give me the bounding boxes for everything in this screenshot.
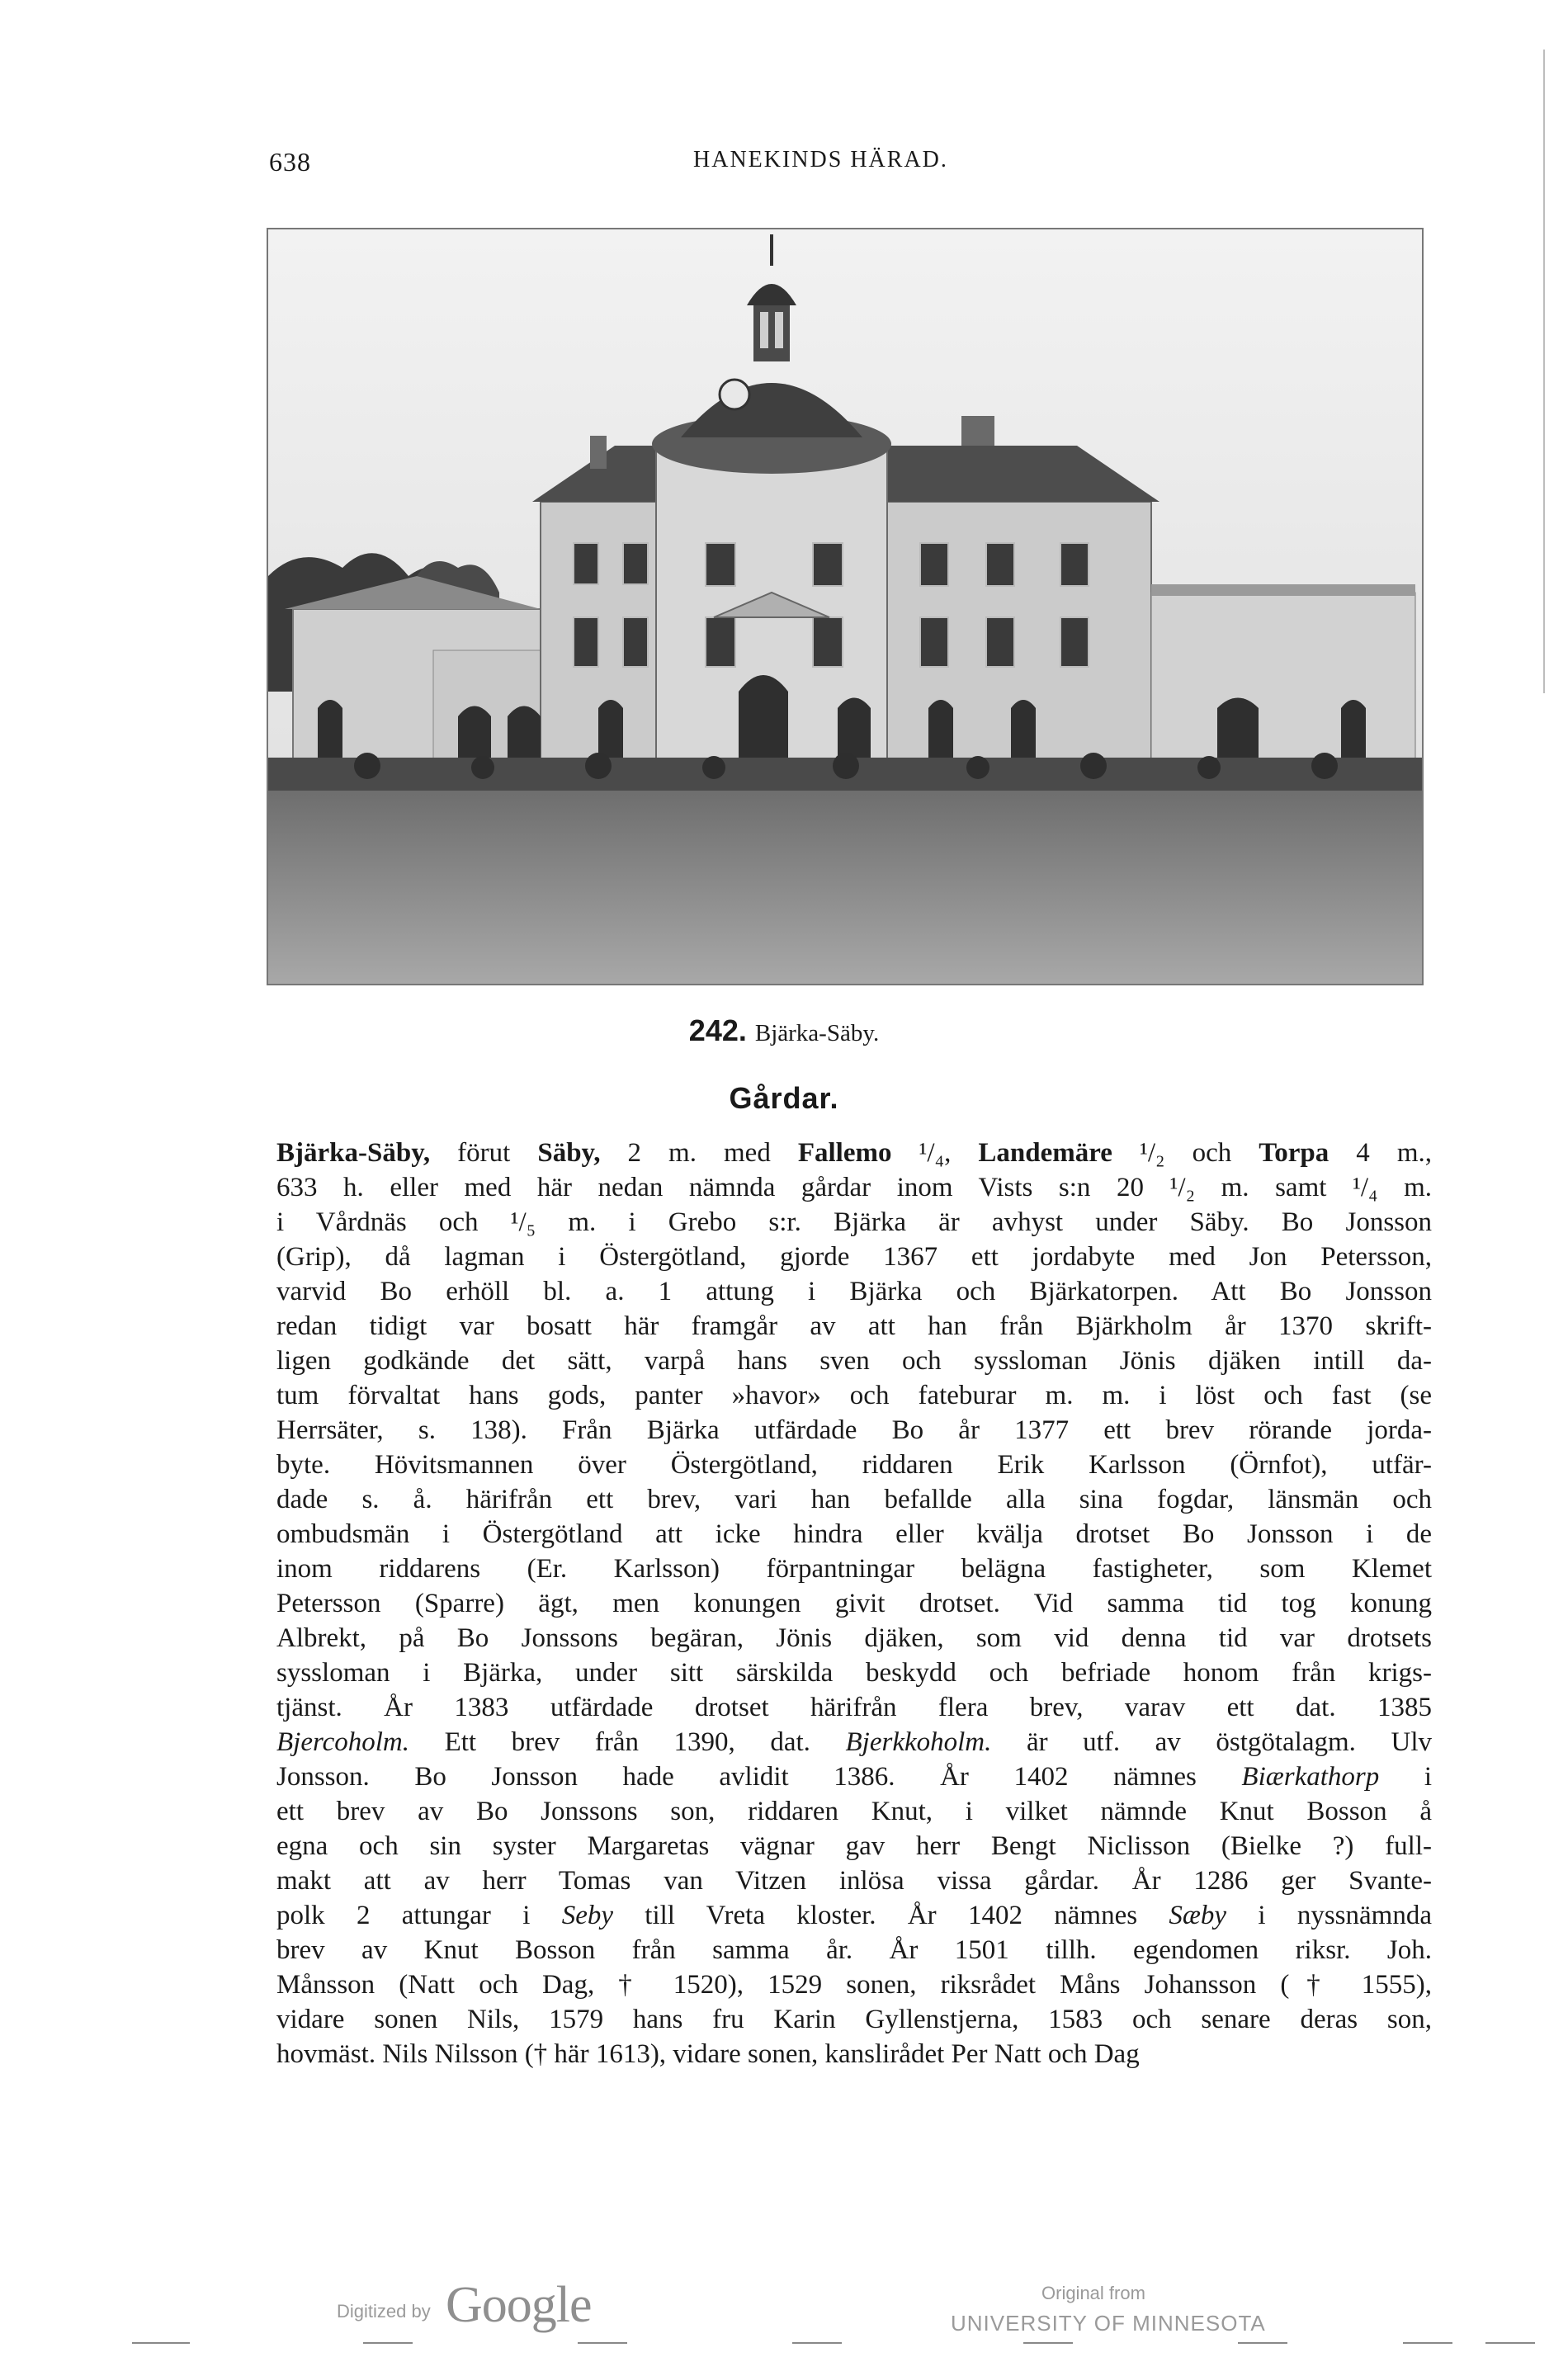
text-line: brev av Knut Bosson från samma år. År 1501 tillh. egendomen riksr. Joh. (276, 1935, 1432, 1965)
page-number: 638 (269, 147, 311, 177)
text-line: egna och sin syster Margaretas vägnar gav herr Bengt Niclisson (Bielke ?) full- (276, 1831, 1432, 1861)
text-line: ett brev av Bo Jonssons son, riddaren Knut, i vilket nämnde Knut Bosson å (276, 1797, 1432, 1826)
text-line: ombudsmän i Östergötland att icke hindra eller kvälja drotset Bo Jonsson i de (276, 1519, 1432, 1549)
text-line: tjänst. År 1383 utfärdade drotset härifrån flera brev, varav ett dat. 1385 (276, 1693, 1432, 1722)
text-line: Bjercoholm. Ett brev från 1390, dat. Bjerkkoholm. är utf. av östgötalagm. Ulv (276, 1727, 1432, 1757)
body-text (276, 1136, 1432, 2071)
university-label: UNIVERSITY OF MINNESOTA (951, 2311, 1266, 2336)
digitized-by-label: Digitized by (337, 2301, 431, 2322)
text-line: (Grip), då lagman i Östergötland, gjorde 1367 ett jordabyte med Jon Petersson, (276, 1242, 1432, 1272)
original-from-label: Original from (1041, 2283, 1145, 2303)
text-line: makt att av herr Tomas van Vitzen inlösa vissa gårdar. År 1286 ger Svante- (276, 1866, 1432, 1896)
text-line: ligen godkände det sätt, varpå hans sven och syssloman Jönis djäken intill da- (276, 1346, 1432, 1376)
text-line: tum förvaltat hans gods, panter »havor» och fateburar m. m. i löst och fast (se (276, 1381, 1432, 1410)
text-line: Bjärka-Säby, förut Säby, 2 m. med Fallemo ¹/₄, Landemäre ¹/₂ och Torpa 4 m., (276, 1138, 1433, 1168)
bottom-scan-rules (0, 2342, 1568, 2347)
text-line: Petersson (Sparre) ägt, men konungen givit drotset. Vid samma tid tog konung (276, 1589, 1432, 1618)
text-line: inom riddarens (Er. Karlsson) förpantningar belägna fastigheter, som Klemet (276, 1554, 1432, 1584)
right-edge-rule (1543, 50, 1545, 693)
running-title: HANEKINDS HÄRAD. (693, 147, 948, 172)
text-line: hovmäst. Nils Nilsson († här 1613), vidare sonen, kanslirådet Per Natt och Dag (276, 2039, 1140, 2069)
text-line: polk 2 attungar i Seby till Vreta kloster. År 1402 nämnes Sæby i nyssnämnda (276, 1901, 1432, 1930)
text-line: Månsson (Natt och Dag, † 1520), 1529 sonen, riksrådet Måns Johansson († 1555), (276, 1970, 1432, 2000)
text-line: 633 h. eller med här nedan nämnda gårdar inom Vists s:n 20 ¹/₂ m. samt ¹/₄ m. (276, 1173, 1432, 1202)
text-line: byte. Hövitsmannen över Östergötland, riddaren Erik Karlsson (Örnfot), utfär- (276, 1450, 1432, 1480)
text-line: syssloman i Bjärka, under sitt särskilda beskydd och befriade honom från krigs- (276, 1658, 1432, 1688)
running-head (0, 147, 1568, 188)
digitization-footer (0, 2276, 1568, 2350)
photo-plate (267, 228, 1424, 985)
google-logo: Google (446, 2277, 592, 2333)
text-line: redan tidigt var bosatt här framgår av att han från Bjärkholm år 1370 skrift- (276, 1311, 1432, 1341)
text-line: varvid Bo erhöll bl. a. 1 attung i Bjärka och Bjärkatorpen. Att Bo Jonsson (276, 1277, 1432, 1306)
text-line: Albrekt, på Bo Jonssons begäran, Jönis djäken, som vid denna tid var drotsets (276, 1623, 1432, 1653)
plate-caption (0, 1013, 1568, 1048)
text-line: dade s. å. härifrån ett brev, vari han befallde alla sina fogdar, länsmän och (276, 1485, 1432, 1514)
text-line: vidare sonen Nils, 1579 hans fru Karin Gyllenstjerna, 1583 och senare deras son, (276, 2005, 1432, 2034)
text-line: Jonsson. Bo Jonsson hade avlidit 1386. År 1402 nämnes Biærkathorp i (276, 1762, 1433, 1792)
section-title: Gårdar. (729, 1081, 839, 1115)
caption-text: Bjärka-Säby. (754, 1020, 880, 1046)
text-line: i Vårdnäs och ¹/₅ m. i Grebo s:r. Bjärka är avhyst under Säby. Bo Jonsson (276, 1207, 1432, 1237)
caption-number: 242. (688, 1013, 747, 1047)
manor-photograph (268, 229, 1422, 984)
text-line: Herrsäter, s. 138). Från Bjärka utfärdade Bo år 1377 ett brev rörande jorda- (276, 1415, 1432, 1445)
